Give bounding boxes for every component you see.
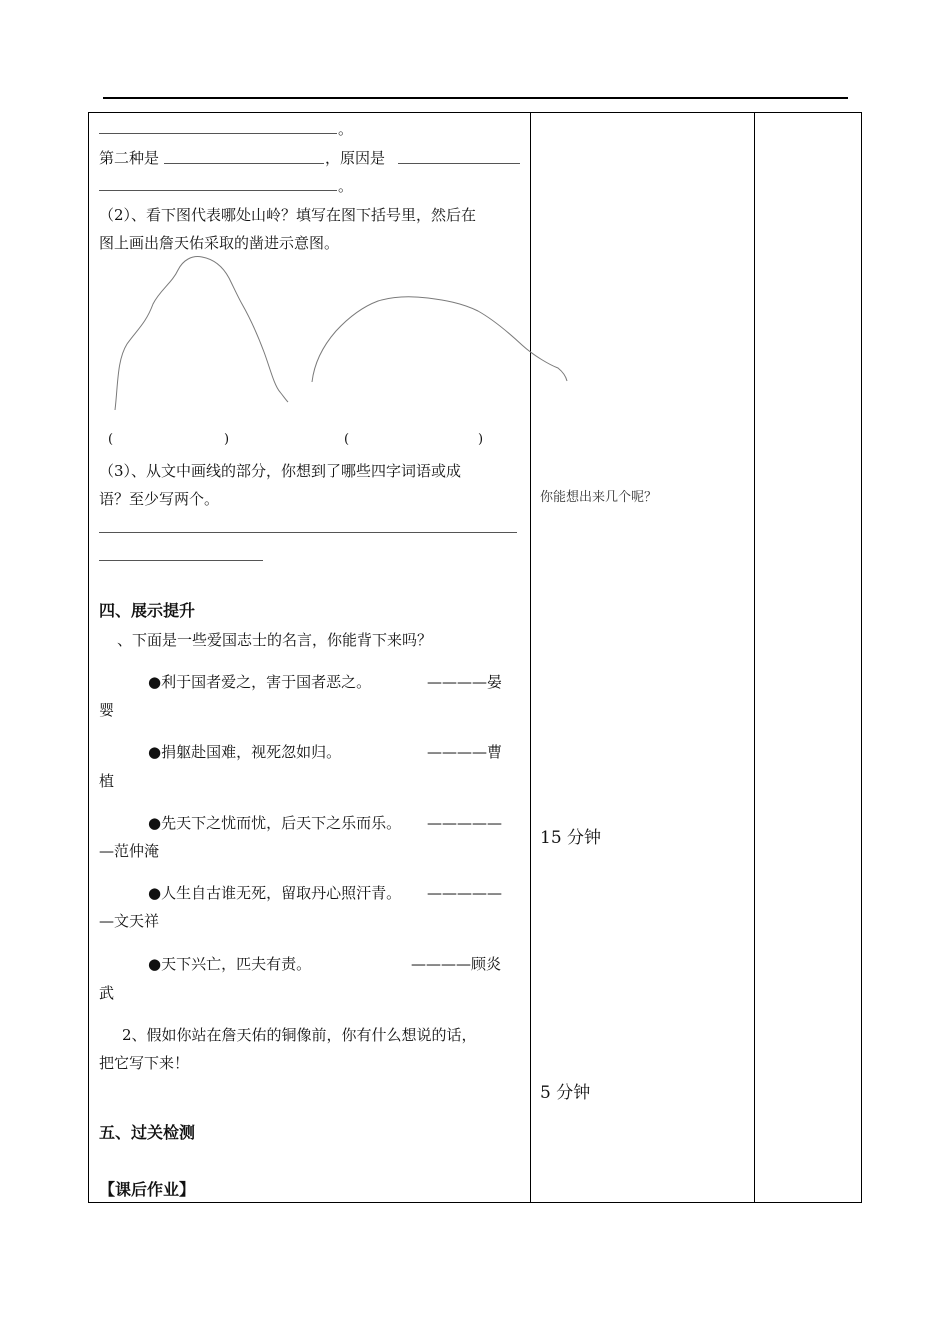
section-4-title: 四、展示提升 xyxy=(99,601,196,620)
bracket-left-open: ( xyxy=(108,432,114,447)
quote-3-wrap: —范仲淹 xyxy=(99,842,160,860)
quote-2-text: ●捐躯赴国难，视死忽如归。 xyxy=(148,743,342,761)
quote-2-wrap: 植 xyxy=(99,772,115,790)
question-2-line1: （2）、看下图代表哪处山岭？填写在图下括号里，然后在 xyxy=(99,206,477,224)
quote-5-text: ●天下兴亡，匹夫有责。 xyxy=(148,955,312,973)
quote-4-wrap: —文天祥 xyxy=(99,912,160,930)
hint-note: 你能想出来几个呢？ xyxy=(540,490,658,505)
time-15-minutes: 15 分钟 xyxy=(540,828,602,848)
quote-5-wrap: 武 xyxy=(99,984,115,1002)
quote-5-author: ————顾炎 xyxy=(411,955,502,973)
quote-4-author: ————— xyxy=(427,884,502,902)
task-2-line2: 把它写下来！ xyxy=(99,1054,190,1072)
task-2-line1: 2、假如你站在詹天佑的铜像前，你有什么想说的话， xyxy=(122,1026,477,1044)
question-3-line2: 语？至少写两个。 xyxy=(99,490,220,508)
time-5-minutes: 5 分钟 xyxy=(540,1083,591,1103)
mountain-left xyxy=(115,257,288,410)
quote-1-wrap: 婴 xyxy=(99,701,115,719)
mountain-right xyxy=(312,297,567,382)
quote-1-author: ————晏 xyxy=(427,673,503,691)
line1-period: 。 xyxy=(338,120,354,138)
line3-period: 。 xyxy=(338,177,354,195)
bracket-right-close: ) xyxy=(478,432,484,447)
question-2-line2: 图上画出詹天佑采取的凿进示意图。 xyxy=(99,234,340,252)
answer-blank-6[interactable] xyxy=(99,560,263,561)
section-4-intro: 、下面是一些爱国志士的名言，你能背下来吗？ xyxy=(117,631,433,649)
quote-3-text: ●先天下之忧而忧，后天下之乐而乐。 xyxy=(148,814,402,832)
quote-2-author: ————曹 xyxy=(427,743,503,761)
quote-4-text: ●人生自古谁无死，留取丹心照汗青。 xyxy=(148,884,402,902)
second-kind-label: 第二种是 xyxy=(99,149,160,167)
homework-title: 【课后作业】 xyxy=(99,1180,196,1199)
reason-label: ，原因是 xyxy=(325,149,386,167)
section-5-title: 五、过关检测 xyxy=(99,1123,196,1142)
quote-3-author: ————— xyxy=(427,814,502,832)
answer-blank-5[interactable] xyxy=(99,532,517,533)
quote-1-text: ●利于国者爱之，害于国者恶之。 xyxy=(148,673,372,691)
bracket-left-close: ) xyxy=(224,432,230,447)
question-3-line1: （3）、从文中画线的部分，你想到了哪些四字词语或成 xyxy=(99,462,462,480)
bracket-right-open: ( xyxy=(344,432,350,447)
